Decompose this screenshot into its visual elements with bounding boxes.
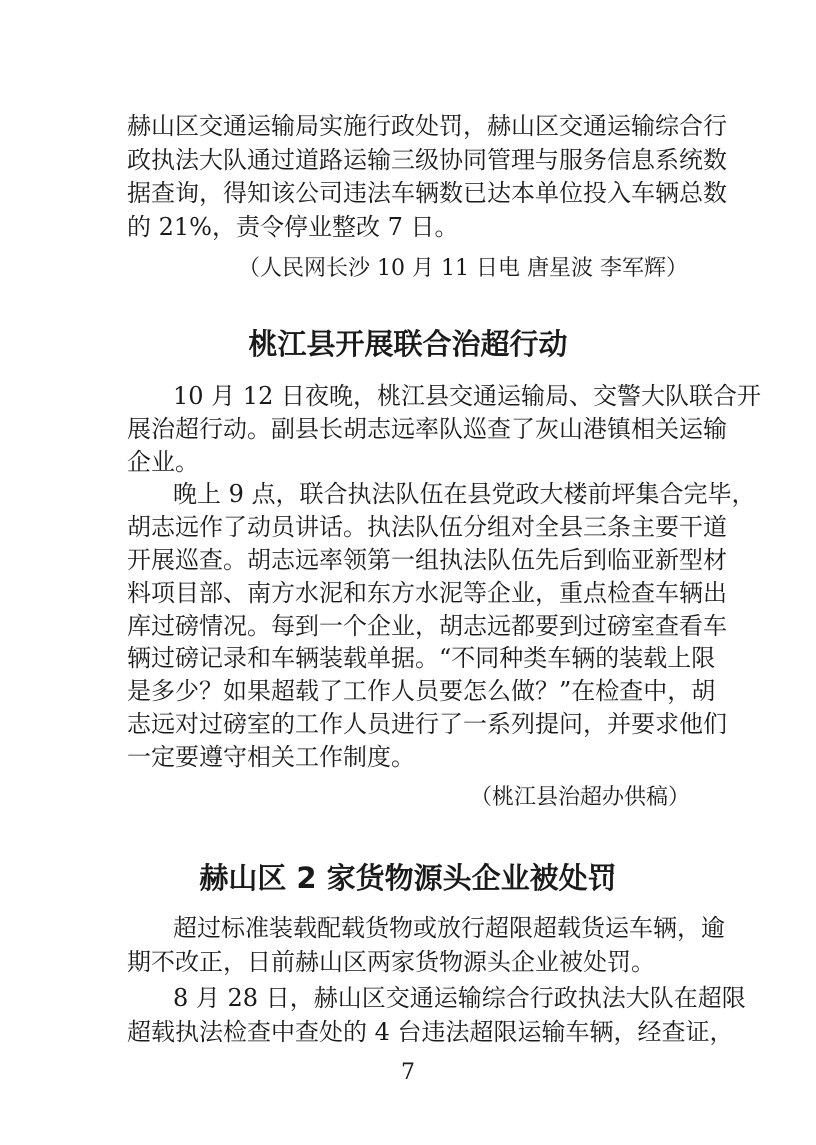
- article2-p2-line-6: 辆过磅记录和车辆装载单据。“不同种类车辆的装载上限: [127, 644, 716, 672]
- article2-p1-line-1: 10 月 12 日夜晚，桃江县交通运输局、交警大队联合开: [173, 382, 761, 410]
- article3-p2-line-2: 超载执法检查中查处的 4 台违法超限运输车辆，经查证，: [127, 1018, 734, 1046]
- article2-source: （桃江县治超办供稿）: [470, 785, 691, 810]
- article2-p2-line-4: 料项目部、南方水泥和东方水泥等企业，重点检查车辆出: [127, 579, 727, 607]
- article2-p2-line-1: 晚上 9 点，联合执法队伍在县党政大楼前坪集合完毕，: [173, 480, 756, 508]
- article1-source: （人民网长沙 10 月 11 日电 唐星波 李军辉）: [238, 256, 688, 281]
- article1-line-4: 的 21%，责令停业整改 7 日。: [127, 213, 459, 241]
- article2-p2-line-8: 志远对过磅室的工作人员进行了一系列提问，并要求他们: [127, 710, 727, 738]
- article2-p2-line-9: 一定要遵守相关工作制度。: [127, 743, 415, 771]
- article2-p1-line-3: 企业。: [127, 448, 199, 476]
- article1-line-2: 政执法大队通过道路运输三级协同管理与服务信息系统数: [127, 146, 727, 174]
- article2-title: 桃江县开展联合治超行动: [248, 327, 568, 361]
- article3-p2-line-1: 8 月 28 日，赫山区交通运输综合行政执法大队在超限: [173, 984, 746, 1012]
- article2-p2-line-2: 胡志远作了动员讲话。执法队伍分组对全县三条主要干道: [127, 513, 727, 541]
- article1-line-1: 赫山区交通运输局实施行政处罚，赫山区交通运输综合行: [127, 112, 727, 140]
- article2-p2-line-7: 是多少？如果超载了工作人员要怎么做？”在检查中，胡: [127, 677, 716, 705]
- article1-line-3: 据查询，得知该公司违法车辆数已达本单位投入车辆总数: [127, 179, 727, 207]
- article2-p1-line-2: 展治超行动。副县长胡志远率队巡查了灰山港镇相关运输: [127, 415, 727, 443]
- article2-p2-line-3: 开展巡查。胡志远率领第一组执法队伍先后到临亚新型材: [127, 546, 727, 574]
- article3-title: 赫山区 2 家货物源头企业被处罚: [199, 861, 617, 895]
- page-number: 7: [401, 1060, 415, 1085]
- article3-p1-line-2: 期不改正，日前赫山区两家货物源头企业被处罚。: [127, 948, 655, 976]
- article3-p1-line-1: 超过标准装载配载货物或放行超限超载货运车辆，逾: [173, 914, 725, 942]
- article2-p2-line-5: 库过磅情况。每到一个企业，胡志远都要到过磅室查看车: [127, 612, 727, 640]
